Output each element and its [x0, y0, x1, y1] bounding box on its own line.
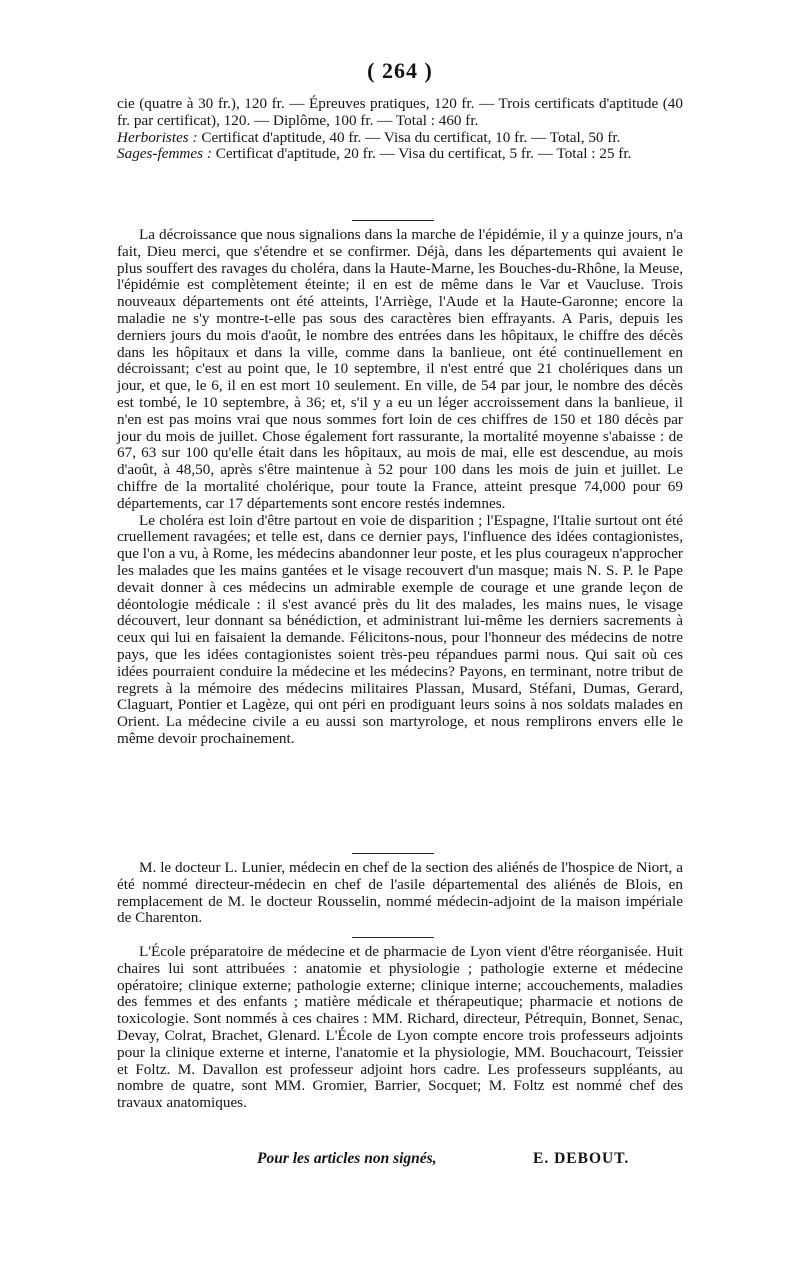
article-paragraph: La décroissance que nous signalions dans la marche de l'épidémie, il y a quinze jours, n'a fait, Dieu merci, que s'étendre et se confirmer. Déjà, dans les départements qui avaient le plus souffert des ravages du choléra, dans la Haute-Marne, les Bouches-du-Rhône, la Meuse, l'épidémie est complètement éteinte; il en est de même dans le Var et Vaucluse. Trois nouveaux départements ont été atteints, l'Arriège, l'Aude et la Haute-Garonne; encore la maladie ne s'y montre-t-elle pas sous des caractères bien effrayants. A Paris, depuis les derniers jours du mois d'août, le nombre des entrées dans les hôpitaux, le chiffre des décès dans les hôpitaux et dans la ville, comme dans la banlieue, ont été continuellement en décroissant; c'est au point que, le 10 septembre, il n'est entré que 21 cholériques dans un jour, et que, le 6, il en est mort 10 seulement. En ville, de 54 par jour, le nombre des décès est tombé, le 10 septembre, à 36; et, s'il y a eu un léger accroissement dans la banlieue, il n'en est pas moins vrai que nous sommes fort loin de ces chiffres de 150 et 180 décès par jour du mois de juillet. Chose également fort rassurante, la mortalité moyenne s'abaisse : de 67, 63 sur 100 qu'elle était dans les hôpitaux, au mois de mai, elle est descendue, au mois d'août, à 48,50, après s'être maintenue à 52 pour 100 dans les mois de juin et juillet. Le chiffre de la mortalité cholérique, pour toute la France, atteint presque 74,000 pour 69 départements, car 17 départements sont encore restés indemnes. [117, 226, 683, 512]
article-paragraph: M. le docteur L. Lunier, médecin en chef de la section des aliénés de l'hospice de Niort, a été nommé directeur-médecin en chef de l'asile départemental des aliénés de Blois, en remplacement de M. le docteur Rousselin, nommé médecin-adjoint de la maison impériale de Charenton. [117, 859, 683, 927]
page-number: ( 264 ) [367, 58, 433, 83]
article-paragraph: Le choléra est loin d'être partout en voie de disparition ; l'Espagne, l'Italie surtout ont été cruellement ravagées; et telle est, dans ce dernier pays, l'influence des idées contagionistes, que l'on a vu, à Rome, les médecins abandonner leur poste, et les plus courageux n'approcher les malades que les mains gantées et le visage recouvert d'un masque; mais N. S. P. le Pape devait donner à ces médecins un admirable exemple de courage et une grande leçon de déontologie médicale : il s'est avancé près du lit des malades, les mains nues, le visage découvert, leur donnant sa bénédiction, et administrant lui-même les derniers sacrements à ceux qui lui en faisaient la demande. Félicitons-nous, pour l'honneur des médecins de notre pays, que les idées contagionistes soient très-peu répandues parmi nous. Qui sait où ces idées pourraient conduire la médecine et les médecins? Payons, en terminant, notre tribut de regrets à la mémoire des médecins militaires Plassan, Musard, Stéfani, Dumas, Gerard, Claguart, Pontier et Lagèze, qui ont péri en prodiguant leurs soins à nos soldats malades en Orient. La médecine civile a eu aussi son martyrologe, et nous remplirons envers elle le même devoir prochainement. [117, 511, 683, 747]
sages-femmes-text: Certificat d'aptitude, 20 fr. — Visa du certificat, 5 fr. — Total : 25 fr. [211, 145, 632, 163]
fees-line-pharmacie: cie (quatre à 30 fr.), 120 fr. — Épreuves pratiques, 120 fr. — Trois certificats d'aptitude (40 fr. par certificat), 120. — Diplôme, 100 fr. — Total : 460 fr. [117, 95, 683, 129]
section-divider [352, 220, 434, 221]
article-lunier [117, 860, 683, 927]
fees-line-herboristes [117, 130, 683, 147]
article-cholera [117, 227, 683, 748]
herboristes-label: Herboristes : [117, 128, 198, 146]
fees-section [117, 96, 683, 163]
signature-author: E. DEBOUT. [533, 1150, 630, 1167]
fees-line-sages-femmes [117, 146, 683, 163]
section-divider [352, 937, 434, 938]
section-divider [352, 853, 434, 854]
herboristes-text: Certificat d'aptitude, 40 fr. — Visa du certificat, 10 fr. — Total, 50 fr. [197, 128, 621, 146]
sages-femmes-label: Sages-femmes : [117, 145, 212, 163]
signature-note: Pour les articles non signés, [257, 1150, 437, 1167]
article-paragraph: L'École préparatoire de médecine et de pharmacie de Lyon vient d'être réorganisée. Huit chaires lui sont attribuées : anatomie et physiologie ; pathologie externe et médecine opératoire; clinique externe; pathologie externe; clinique interne; accouchements, maladies des femmes et des enfants ; matière médicale et thérapeutique; pharmacie et notions de toxicologie. Sont nommés à ces chaires : MM. Richard, directeur, Pétrequin, Bonnet, Senac, Devay, Colrat, Brachet, Glenard. L'École de Lyon compte encore trois professeurs adjoints pour la clinique externe et interne, l'anatomie et la physiologie, MM. Bouchacourt, Teissier et Foltz. M. Davallon est professeur adjoint hors cadre. Les professeurs suppléants, au nombre de quatre, sont MM. Gromier, Barrier, Socquet; M. Foltz est nommé chef des travaux anatomiques. [117, 943, 683, 1112]
article-ecole-lyon [117, 944, 683, 1112]
